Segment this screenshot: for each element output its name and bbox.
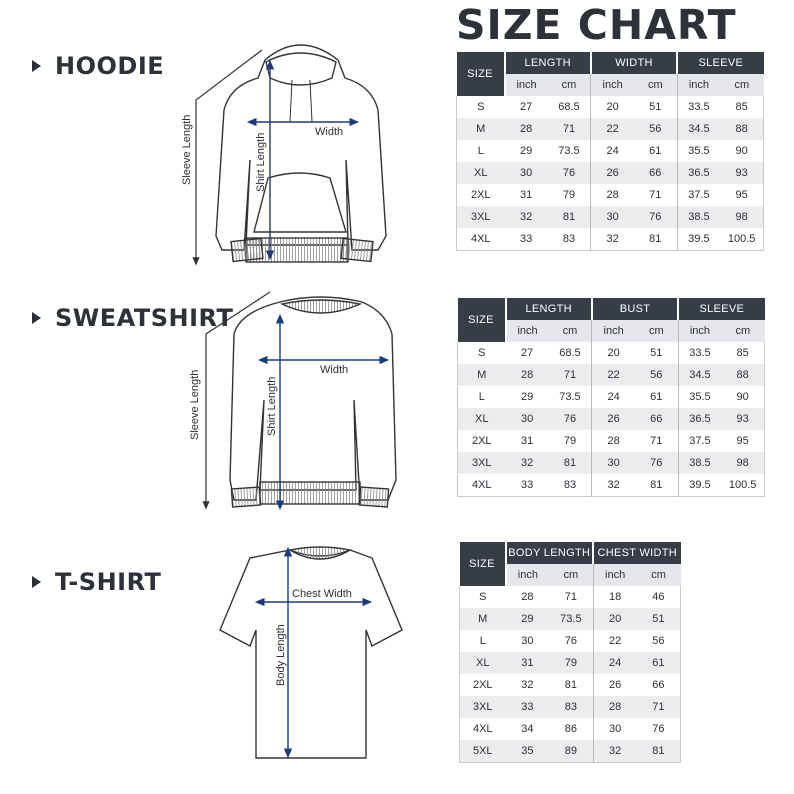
value-cell: 33 [506, 696, 550, 718]
value-cell: 90 [721, 386, 764, 408]
value-cell: 89 [549, 740, 593, 763]
value-cell: 85 [721, 342, 764, 364]
value-cell: 46 [637, 586, 681, 608]
table-row [460, 718, 681, 740]
table-row [460, 740, 681, 763]
value-cell: 98 [721, 452, 764, 474]
value-cell: 24 [593, 652, 637, 674]
value-cell: 36.5 [677, 162, 720, 184]
value-cell: 81 [637, 740, 681, 763]
value-cell: 83 [548, 228, 591, 251]
size-cell: 3XL [458, 452, 506, 474]
table-row [458, 408, 765, 430]
value-cell: 31 [506, 430, 549, 452]
value-cell: 20 [592, 342, 635, 364]
size-cell: M [458, 364, 506, 386]
size-cell: M [460, 608, 506, 630]
value-cell: 26 [592, 408, 635, 430]
tshirt-illustration [220, 547, 402, 758]
sweatshirt-illustration [230, 297, 396, 507]
value-cell: 37.5 [677, 184, 720, 206]
value-cell: 31 [506, 652, 550, 674]
sweatshirt-size-table [457, 298, 765, 497]
sweatshirt-label: SWEATSHIRT [55, 304, 234, 332]
size-cell: 4XL [458, 474, 506, 497]
value-cell: 31 [505, 184, 548, 206]
size-cell: L [460, 630, 506, 652]
table-row [458, 430, 765, 452]
value-cell: 35.5 [677, 140, 720, 162]
group-header: SLEEVE [678, 298, 764, 320]
value-cell: 24 [591, 140, 634, 162]
sweatshirt-sleeve-length-label: Sleeve Length [189, 369, 201, 440]
value-cell: 22 [593, 630, 637, 652]
value-cell: 33.5 [678, 342, 721, 364]
value-cell: 29 [506, 608, 550, 630]
value-cell: 51 [634, 96, 677, 118]
unit-header: inch [506, 320, 549, 342]
value-cell: 29 [506, 386, 549, 408]
value-cell: 51 [635, 342, 678, 364]
size-cell: 2XL [457, 184, 505, 206]
group-header: BODY LENGTH [506, 542, 594, 564]
value-cell: 95 [720, 184, 763, 206]
value-cell: 32 [593, 740, 637, 763]
size-cell: 3XL [460, 696, 506, 718]
size-cell: XL [458, 408, 506, 430]
size-cell: S [460, 586, 506, 608]
value-cell: 88 [720, 118, 763, 140]
value-cell: 20 [593, 608, 637, 630]
value-cell: 32 [505, 206, 548, 228]
table-row [460, 674, 681, 696]
sweatshirt-shirt-length-label: Shirt Length [266, 376, 278, 436]
value-cell: 61 [635, 386, 678, 408]
group-header: SLEEVE [677, 52, 763, 74]
value-cell: 98 [720, 206, 763, 228]
table-row [457, 206, 764, 228]
value-cell: 32 [506, 674, 550, 696]
value-cell: 71 [549, 364, 592, 386]
value-cell: 34.5 [678, 364, 721, 386]
table-row [460, 630, 681, 652]
unit-header: cm [549, 320, 592, 342]
size-cell: S [458, 342, 506, 364]
value-cell: 30 [592, 452, 635, 474]
table-row [458, 474, 765, 497]
value-cell: 30 [506, 630, 550, 652]
value-cell: 93 [720, 162, 763, 184]
unit-header: cm [720, 74, 763, 96]
size-cell: 2XL [458, 430, 506, 452]
value-cell: 28 [505, 118, 548, 140]
value-cell: 83 [549, 696, 593, 718]
value-cell: 93 [721, 408, 764, 430]
value-cell: 36.5 [678, 408, 721, 430]
size-cell: L [457, 140, 505, 162]
value-cell: 20 [591, 96, 634, 118]
size-cell: M [457, 118, 505, 140]
table-row [457, 96, 764, 118]
size-cell: 3XL [457, 206, 505, 228]
size-cell: S [457, 96, 505, 118]
tshirt-label: T-SHIRT [55, 568, 162, 596]
value-cell: 76 [549, 408, 592, 430]
value-cell: 28 [593, 696, 637, 718]
value-cell: 56 [637, 630, 681, 652]
value-cell: 81 [635, 474, 678, 497]
value-cell: 71 [548, 118, 591, 140]
value-cell: 32 [591, 228, 634, 251]
value-cell: 56 [634, 118, 677, 140]
value-cell: 95 [721, 430, 764, 452]
size-header: SIZE [457, 52, 505, 96]
unit-header: cm [637, 564, 681, 586]
unit-header: cm [549, 564, 593, 586]
unit-header: cm [635, 320, 678, 342]
unit-header: inch [593, 564, 637, 586]
value-cell: 39.5 [677, 228, 720, 251]
hoodie-width-label: Width [315, 126, 344, 138]
value-cell: 24 [592, 386, 635, 408]
value-cell: 28 [506, 364, 549, 386]
value-cell: 28 [591, 184, 634, 206]
value-cell: 34.5 [677, 118, 720, 140]
value-cell: 51 [637, 608, 681, 630]
value-cell: 34 [506, 718, 550, 740]
value-cell: 76 [635, 452, 678, 474]
unit-header: inch [677, 74, 720, 96]
value-cell: 79 [549, 430, 592, 452]
table-row [460, 696, 681, 718]
page-title: SIZE CHART [456, 1, 737, 49]
sweatshirt-width-label: Width [320, 364, 349, 376]
size-cell: XL [460, 652, 506, 674]
group-header: LENGTH [505, 52, 591, 74]
value-cell: 35 [506, 740, 550, 763]
value-cell: 30 [505, 162, 548, 184]
group-header: BUST [592, 298, 678, 320]
value-cell: 33.5 [677, 96, 720, 118]
value-cell: 71 [635, 430, 678, 452]
value-cell: 26 [593, 674, 637, 696]
value-cell: 76 [637, 718, 681, 740]
value-cell: 81 [634, 228, 677, 251]
hoodie-shirt-length-label: Shirt Length [255, 132, 267, 192]
unit-header: cm [548, 74, 591, 96]
value-cell: 68.5 [548, 96, 591, 118]
size-header: SIZE [460, 542, 506, 586]
value-cell: 30 [506, 408, 549, 430]
group-header: LENGTH [506, 298, 592, 320]
tshirt-body-length-label: Body Length [275, 624, 287, 686]
value-cell: 86 [549, 718, 593, 740]
size-cell: XL [457, 162, 505, 184]
value-cell: 71 [634, 184, 677, 206]
value-cell: 100.5 [720, 228, 763, 251]
value-cell: 30 [591, 206, 634, 228]
table-row [457, 184, 764, 206]
value-cell: 56 [635, 364, 678, 386]
hoodie-label: HOODIE [55, 52, 165, 80]
value-cell: 27 [506, 342, 549, 364]
value-cell: 32 [592, 474, 635, 497]
size-cell: L [458, 386, 506, 408]
value-cell: 85 [720, 96, 763, 118]
unit-header: inch [591, 74, 634, 96]
hoodie-sleeve-length-label: Sleeve Length [181, 114, 193, 185]
value-cell: 76 [549, 630, 593, 652]
value-cell: 39.5 [678, 474, 721, 497]
value-cell: 38.5 [678, 452, 721, 474]
value-cell: 88 [721, 364, 764, 386]
value-cell: 22 [592, 364, 635, 386]
value-cell: 33 [506, 474, 549, 497]
tshirt-chest-width-label: Chest Width [292, 588, 352, 600]
value-cell: 28 [592, 430, 635, 452]
value-cell: 100.5 [721, 474, 764, 497]
value-cell: 68.5 [549, 342, 592, 364]
size-cell: 4XL [457, 228, 505, 251]
table-row [460, 586, 681, 608]
unit-header: inch [592, 320, 635, 342]
value-cell: 22 [591, 118, 634, 140]
tshirt-size-table [459, 542, 681, 763]
value-cell: 66 [637, 674, 681, 696]
value-cell: 35.5 [678, 386, 721, 408]
value-cell: 66 [635, 408, 678, 430]
value-cell: 61 [634, 140, 677, 162]
hoodie-illustration [216, 45, 386, 262]
group-header: CHEST WIDTH [593, 542, 681, 564]
value-cell: 27 [505, 96, 548, 118]
value-cell: 76 [634, 206, 677, 228]
table-row [458, 452, 765, 474]
value-cell: 30 [593, 718, 637, 740]
value-cell: 66 [634, 162, 677, 184]
size-cell: 2XL [460, 674, 506, 696]
table-row [457, 118, 764, 140]
value-cell: 81 [549, 452, 592, 474]
table-row [460, 652, 681, 674]
unit-header: cm [721, 320, 764, 342]
sweatshirt-table-body [458, 342, 765, 497]
value-cell: 38.5 [677, 206, 720, 228]
unit-header: inch [678, 320, 721, 342]
value-cell: 61 [637, 652, 681, 674]
table-row [458, 342, 765, 364]
value-cell: 73.5 [548, 140, 591, 162]
value-cell: 76 [548, 162, 591, 184]
value-cell: 79 [549, 652, 593, 674]
value-cell: 81 [549, 674, 593, 696]
tshirt-table-body [460, 586, 681, 763]
table-row [460, 608, 681, 630]
table-row [458, 364, 765, 386]
value-cell: 73.5 [549, 386, 592, 408]
value-cell: 71 [549, 586, 593, 608]
value-cell: 90 [720, 140, 763, 162]
table-row [457, 228, 764, 251]
value-cell: 29 [505, 140, 548, 162]
hoodie-table-body [457, 96, 764, 251]
value-cell: 18 [593, 586, 637, 608]
value-cell: 33 [505, 228, 548, 251]
unit-header: inch [505, 74, 548, 96]
hoodie-size-table [456, 52, 764, 251]
unit-header: inch [506, 564, 550, 586]
value-cell: 26 [591, 162, 634, 184]
table-row [457, 140, 764, 162]
table-row [458, 386, 765, 408]
size-header: SIZE [458, 298, 506, 342]
unit-header: cm [634, 74, 677, 96]
value-cell: 79 [548, 184, 591, 206]
value-cell: 71 [637, 696, 681, 718]
size-cell: 4XL [460, 718, 506, 740]
value-cell: 28 [506, 586, 550, 608]
table-row [457, 162, 764, 184]
value-cell: 83 [549, 474, 592, 497]
value-cell: 73.5 [549, 608, 593, 630]
value-cell: 32 [506, 452, 549, 474]
value-cell: 81 [548, 206, 591, 228]
value-cell: 37.5 [678, 430, 721, 452]
group-header: WIDTH [591, 52, 677, 74]
size-cell: 5XL [460, 740, 506, 763]
